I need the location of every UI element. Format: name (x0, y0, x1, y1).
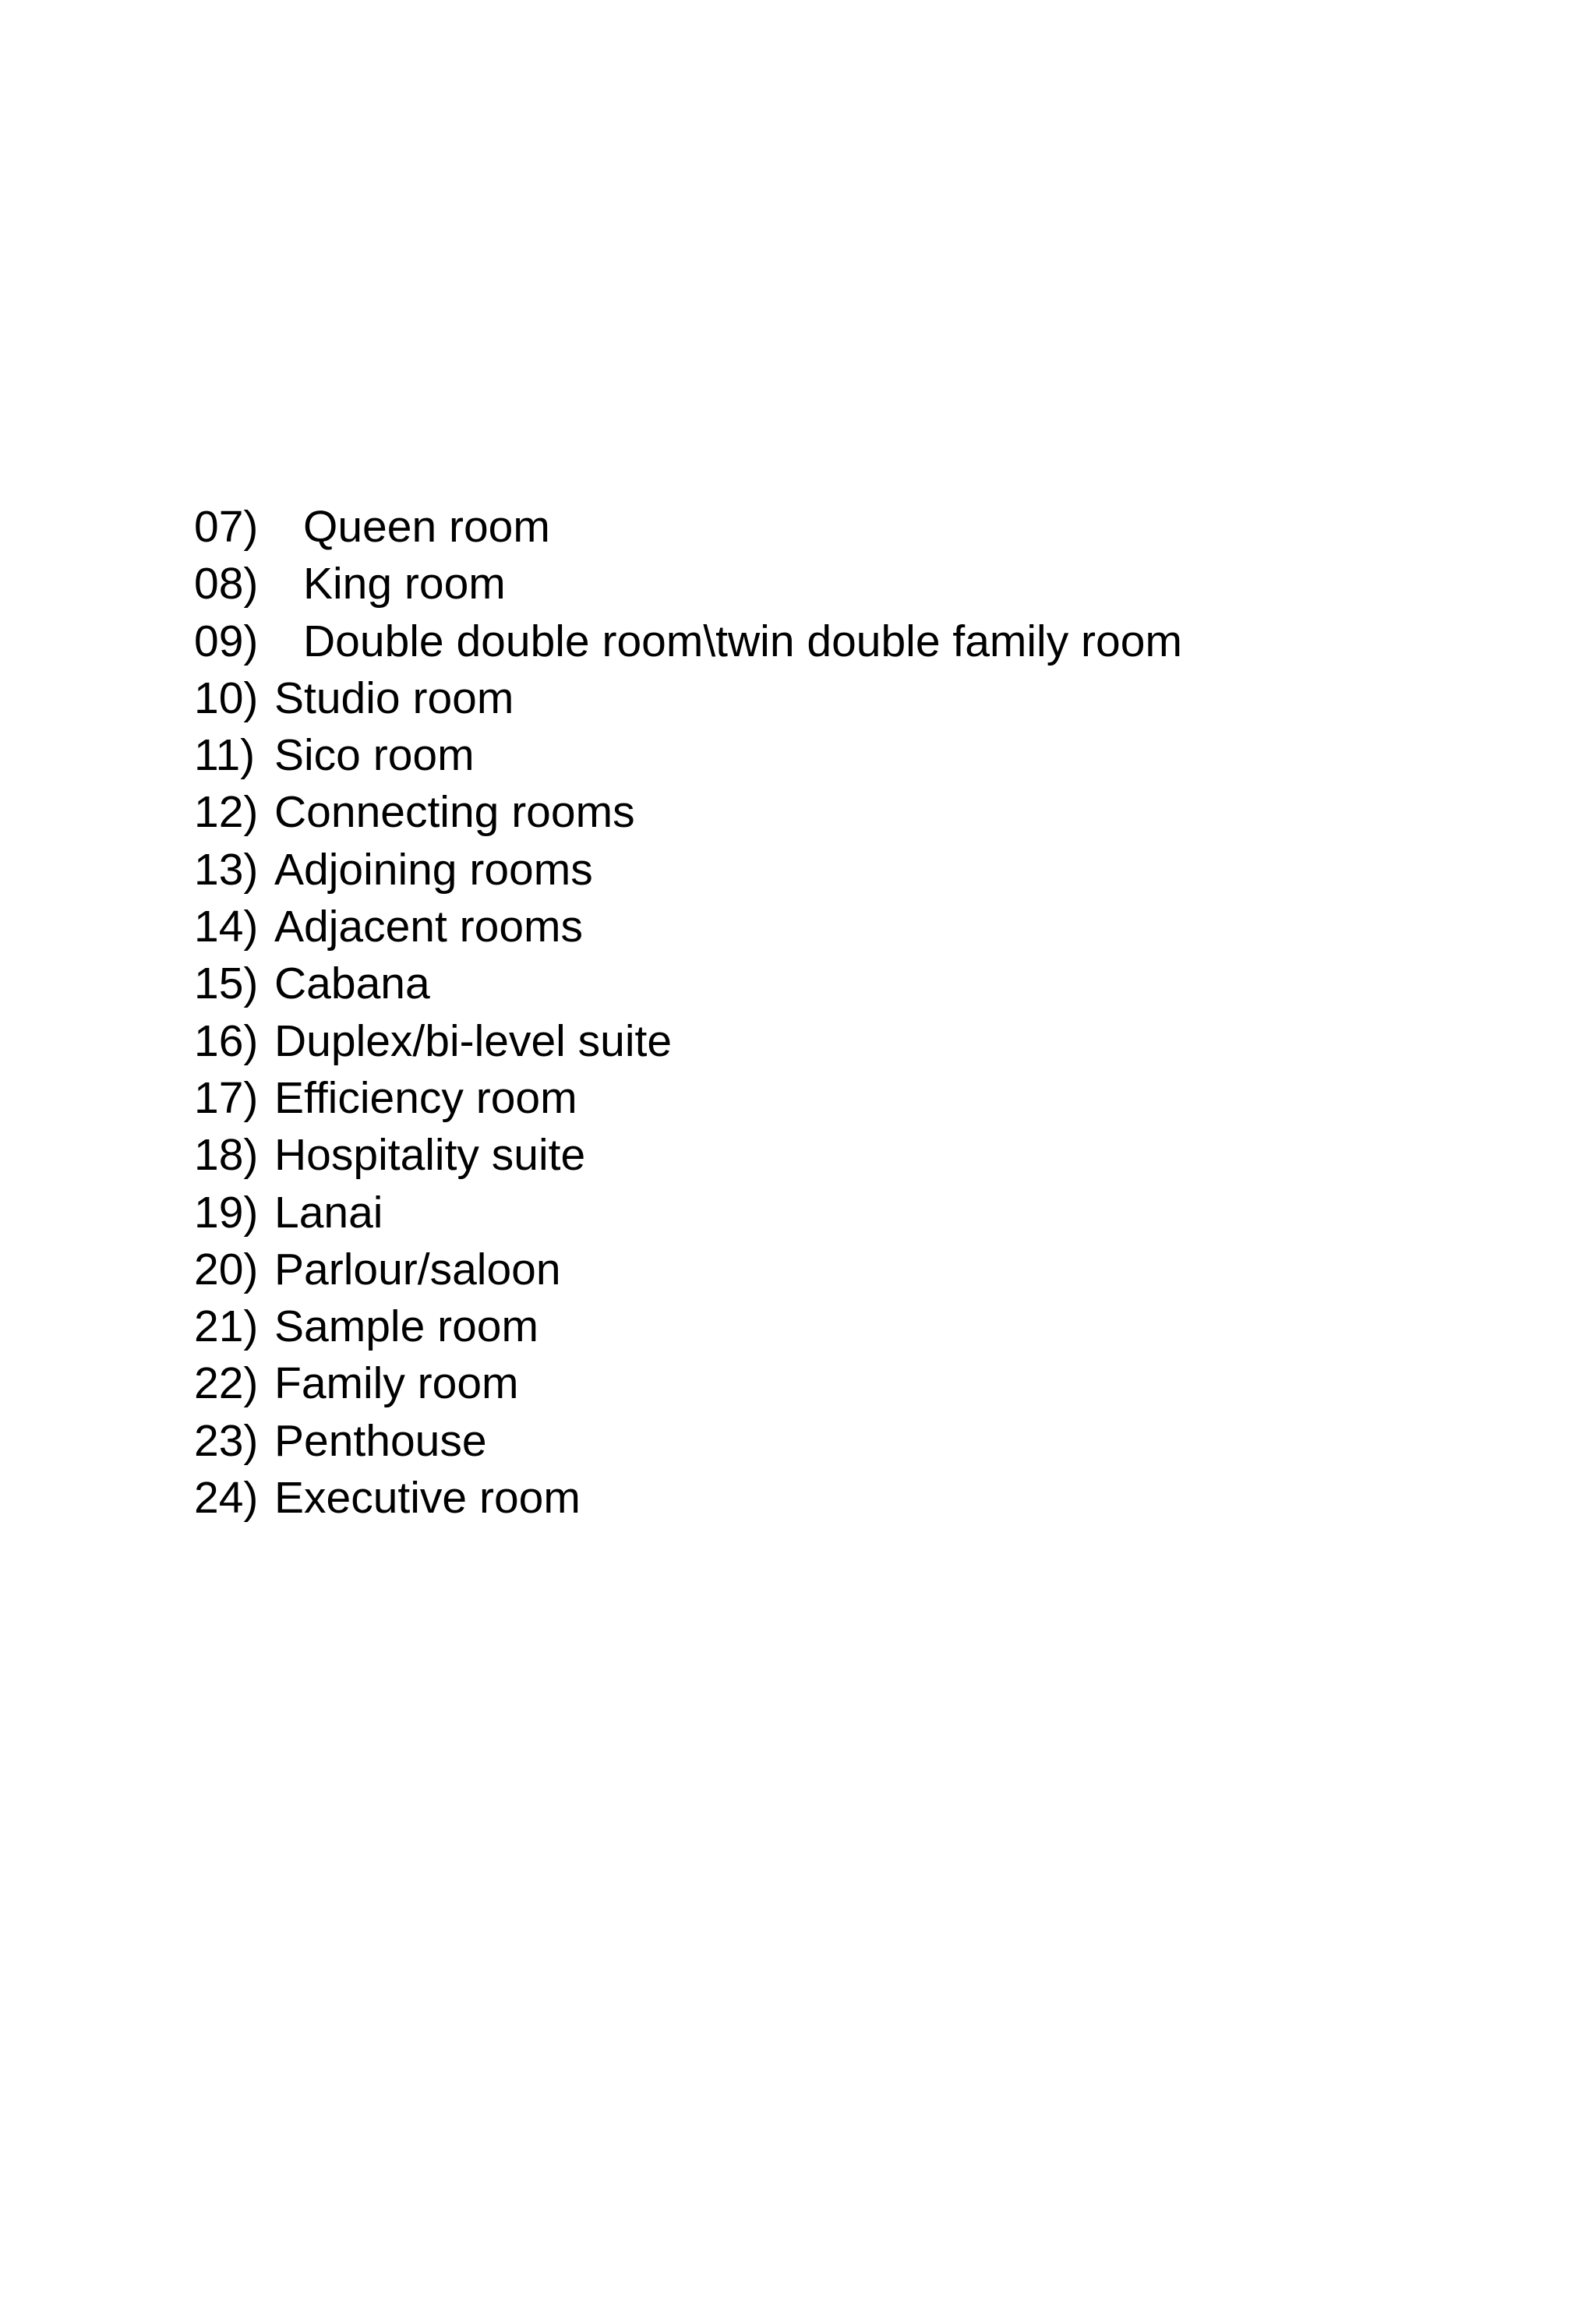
list-item (194, 1185, 1182, 1241)
list-item (194, 670, 1182, 727)
list-item-number: 19) (194, 1187, 259, 1238)
list-item-number: 21) (194, 1301, 259, 1352)
list-item (194, 727, 1182, 784)
list-item-number: 20) (194, 1244, 259, 1294)
list-item (194, 899, 1182, 955)
list-item (194, 1413, 1182, 1470)
list-item (194, 784, 1182, 841)
list-item (194, 1241, 1182, 1298)
list-item-label: Studio room (274, 673, 514, 723)
list-item (194, 613, 1182, 670)
list-item-label: Queen room (303, 502, 550, 552)
list-item-number: 17) (194, 1072, 259, 1123)
list-item-label: Executive room (274, 1473, 581, 1524)
list-item (194, 556, 1182, 613)
list-item (194, 1298, 1182, 1355)
list-item (194, 955, 1182, 1012)
list-item-number: 13) (194, 844, 259, 895)
list-item-label: Lanai (274, 1187, 383, 1238)
list-item-label: Parlour/saloon (274, 1244, 561, 1294)
list-item-number: 14) (194, 902, 259, 952)
list-item-number: 12) (194, 787, 259, 838)
list-item-number: 24) (194, 1473, 259, 1524)
list-item-number: 07) (194, 502, 259, 552)
list-item-label: Duplex/bi-level suite (274, 1015, 673, 1066)
list-item-label: King room (303, 559, 506, 609)
list-item-number: 15) (194, 959, 259, 1009)
room-type-list (194, 499, 1182, 1527)
list-item-label: Double double room\twin double family room (303, 616, 1182, 666)
list-item (194, 1355, 1182, 1412)
list-item-number: 08) (194, 559, 259, 609)
list-item-number: 23) (194, 1415, 259, 1466)
list-item-label: Penthouse (274, 1415, 487, 1466)
list-item-label: Hospitality suite (274, 1130, 586, 1181)
list-item (194, 1127, 1182, 1184)
list-item-label: Sico room (274, 730, 475, 781)
list-item-label: Connecting rooms (274, 787, 635, 838)
list-item-number: 18) (194, 1130, 259, 1181)
list-item-number: 10) (194, 673, 259, 723)
list-item (194, 1013, 1182, 1070)
list-item-label: Cabana (274, 959, 430, 1009)
list-item-label: Adjacent rooms (274, 902, 584, 952)
list-item (194, 1070, 1182, 1127)
list-item-label: Family room (274, 1358, 519, 1409)
list-item-number: 09) (194, 616, 259, 666)
list-item (194, 842, 1182, 899)
list-item-label: Adjoining rooms (274, 844, 593, 895)
list-item-number: 22) (194, 1358, 259, 1409)
list-item-number: 11) (194, 730, 256, 781)
list-item (194, 1470, 1182, 1527)
list-item (194, 499, 1182, 556)
list-item-label: Sample room (274, 1301, 538, 1352)
list-item-label: Efficiency room (274, 1072, 577, 1123)
list-item-number: 16) (194, 1015, 259, 1066)
